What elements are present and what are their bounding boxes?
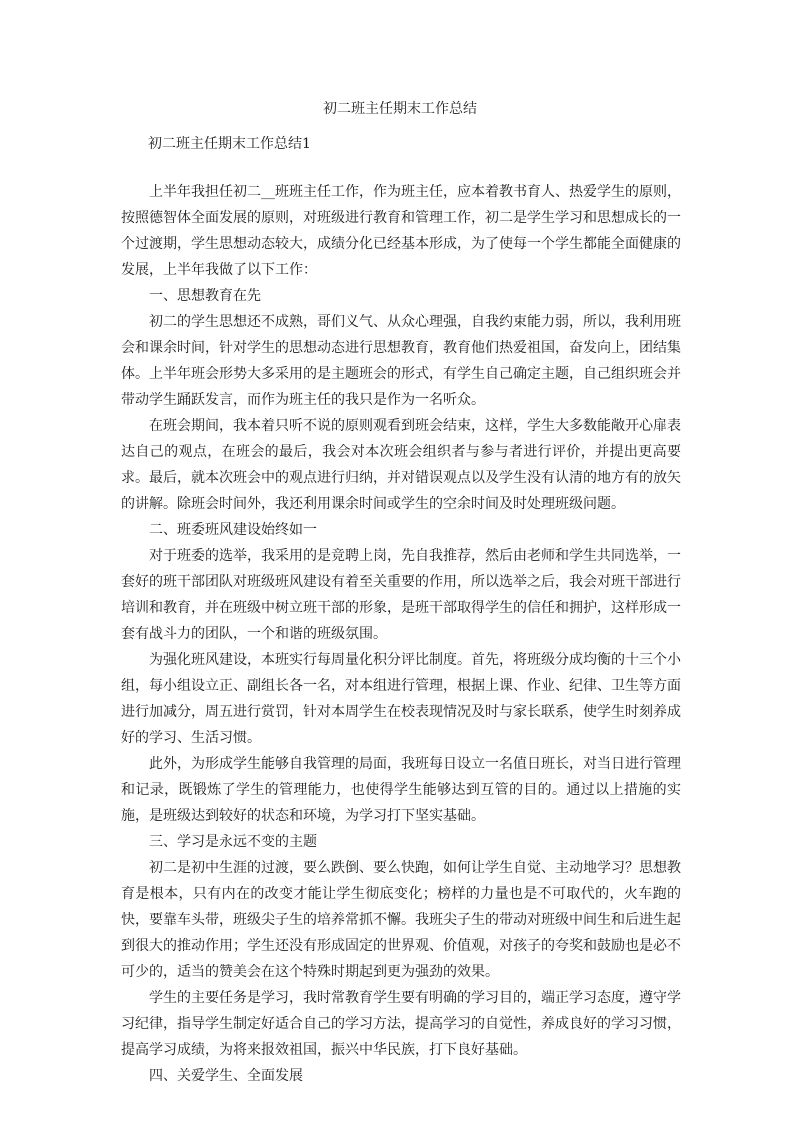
paragraph: 初二是初中生涯的过渡，要么跌倒、要么快跑，如何让学生自觉、主动地学习？思想教育是根本，只有内在的改变才能让学生彻底变化；榜样的力量也是不可取代的，火车跑的快，要靠车头带，班级尖子生的培养常抓不懈。我班尖子生的带动对班级中间生和后进生起到很大的推动作用；学生还没有形成固定的世界观、价值观，对孩子的夸奖和鼓励也是必不可少的，适当的赞美会在这个特殊时期起到更为强劲的效果。 — [121, 860, 681, 980]
section-heading-1: 一、思想教育在先 — [149, 288, 261, 304]
document-body — [121, 179, 681, 1089]
document-title: 初二班主任期末工作总结 — [323, 101, 477, 117]
paragraph: 学生的主要任务是学习，我时常教育学生要有明确的学习目的，端正学习态度，遵守学习纪律，指导学生制定好适合自己的学习方法，提高学习的自觉性，养成良好的学习习惯，提高学习成绩，为将来报效祖国，振兴中华民族，打下良好基础。 — [121, 990, 681, 1058]
paragraph-intro: 上半年我担任初二__班班主任工作，作为班主任，应本着教书育人、热爱学生的原则，按照德智体全面发展的原则，对班级进行教育和管理工作，初二是学生学习和思想成长的一个过渡期，学生思想动态较大，成绩分化已经基本形成，为了使每一个学生都能全面健康的发展，上半年我做了以下工作： — [121, 184, 681, 278]
paragraph: 此外，为形成学生能够自我管理的局面，我班每日设立一名值日班长，对当日进行管理和记录，既锻炼了学生的管理能力，也使得学生能够达到互管的目的。通过以上措施的实施，是班级达到较好的状态和环境，为学习打下坚实基础。 — [121, 756, 681, 824]
paragraph: 对于班委的选举，我采用的是竞聘上岗，先自我推荐，然后由老师和学生共同选举，一套好的班干部团队对班级班风建设有着至关重要的作用，所以选举之后，我会对班干部进行培训和教育，并在班级中树立班干部的形象，是班干部取得学生的信任和拥护，这样形成一套有战斗力的团队，一个和谐的班级氛围。 — [121, 548, 681, 642]
document-subtitle: 初二班主任期末工作总结1 — [148, 136, 311, 152]
paragraph: 为强化班风建设，本班实行每周量化积分评比制度。首先，将班级分成均衡的十三个小组，每小组设立正、副组长各一名，对本组进行管理，根据上课、作业、纪律、卫生等方面进行加减分，周五进行赏罚，针对本周学生在校表现情况及时与家长联系，使学生时刻养成好的学习、生活习惯。 — [121, 652, 681, 746]
section-heading-4: 四、关爱学生、全面发展 — [149, 1068, 303, 1084]
section-heading-2: 二、班委班风建设始终如一 — [149, 522, 317, 538]
section-heading-3: 三、学习是永远不变的主题 — [149, 834, 317, 850]
paragraph: 初二的学生思想还不成熟，哥们义气、从众心理强，自我约束能力弱，所以，我利用班会和课余时间，针对学生的思想动态进行思想教育，教育他们热爱祖国，奋发向上，团结集体。上半年班会形势大多采用的是主题班会的形式，有学生自己确定主题，自己组织班会并带动学生踊跃发言，而作为班主任的我只是作为一名听众。 — [121, 314, 681, 408]
paragraph: 在班会期间，我本着只听不说的原则观看到班会结束，这样，学生大多数能敞开心扉表达自己的观点，在班会的最后，我会对本次班会组织者与参与者进行评价，并提出更高要求。最后，就本次班会中的观点进行归纳，并对错误观点以及学生没有认清的地方有的放矢的讲解。除班会时间外，我还利用课余时间或学生的空余时间及时处理班级问题。 — [121, 418, 681, 512]
